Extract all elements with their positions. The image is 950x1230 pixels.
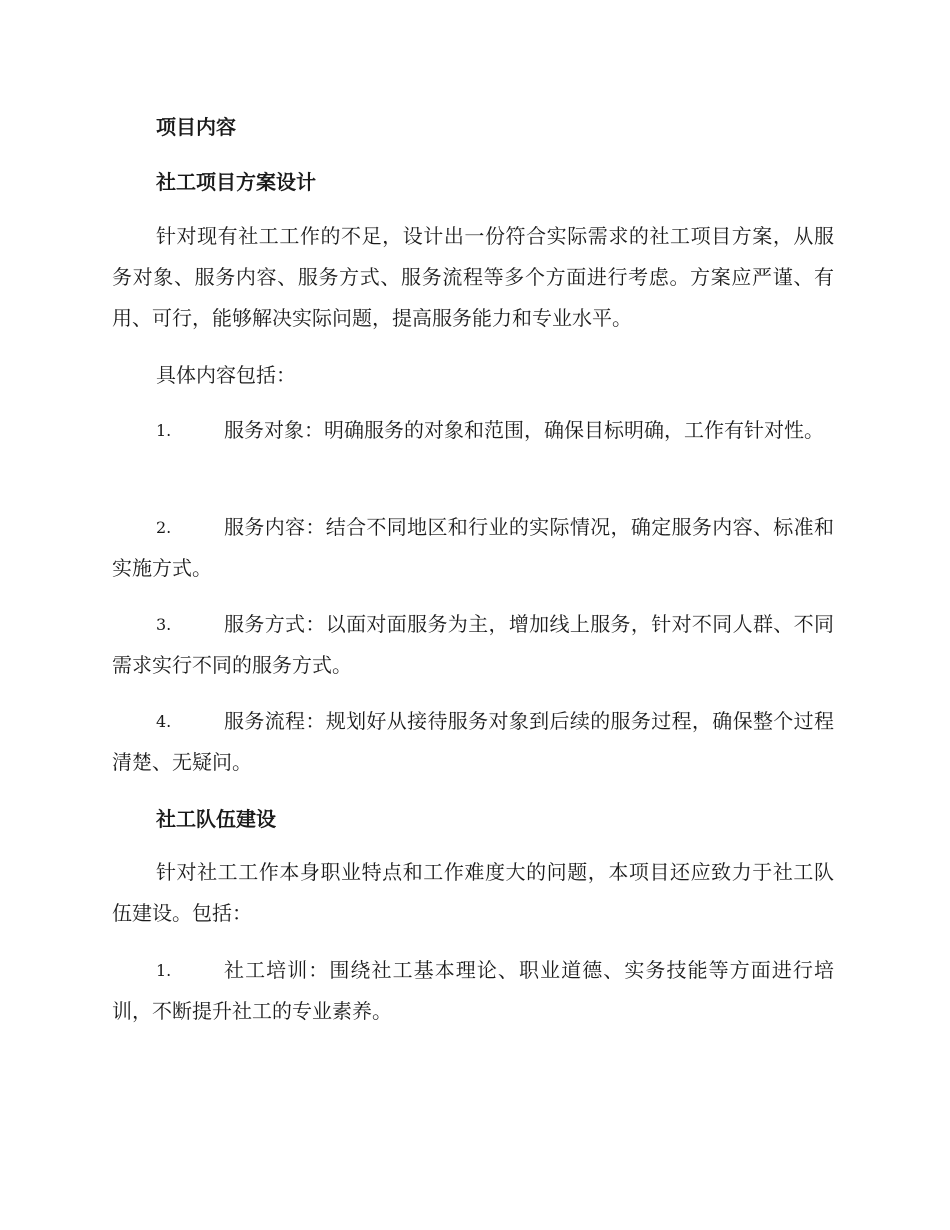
- list-item-text: 服务对象：明确服务的对象和范围，确保目标明确，工作有针对性。: [224, 418, 824, 442]
- list-item-number: 4.: [156, 712, 172, 731]
- list-item-number: 1.: [156, 421, 172, 440]
- list-item: [112, 950, 834, 1032]
- section1-lead-paragraph: 具体内容包括：: [156, 363, 296, 387]
- list-item-text: 服务方式：以面对面服务为主，增加线上服务，针对不同人群、不同需求实行不同的服务方式。: [112, 612, 834, 677]
- section1-intro-paragraph: 针对现有社工工作的不足，设计出一份符合实际需求的社工项目方案，从服务对象、服务内容、服务方式、服务流程等多个方面进行考虑。方案应严谨、有用、可行，能够解决实际问题，提高服务能力和专业水平。: [112, 224, 834, 330]
- list-item-text: 社工培训：围绕社工基本理论、职业道德、实务技能等方面进行培训，不断提升社工的专业素养。: [112, 958, 834, 1023]
- list-item-number: 3.: [156, 615, 172, 634]
- document-title: 项目内容: [156, 115, 236, 139]
- list-item-number: 1.: [156, 961, 172, 980]
- list-item-text: 服务内容：结合不同地区和行业的实际情况，确定服务内容、标准和实施方式。: [112, 515, 834, 580]
- section-heading-team-building: 社工队伍建设: [156, 807, 276, 831]
- list-item-number: 2.: [156, 518, 172, 537]
- list-item: [112, 604, 834, 686]
- section2-intro-paragraph: 针对社工工作本身职业特点和工作难度大的问题，本项目还应致力于社工队伍建设。包括：: [112, 860, 834, 925]
- list-item-text: 服务流程：规划好从接待服务对象到后续的服务过程，确保整个过程清楚、无疑问。: [112, 709, 834, 774]
- list-item: [112, 701, 834, 783]
- section-heading-project-design: 社工项目方案设计: [156, 170, 316, 194]
- list-item: [112, 507, 834, 589]
- list-item: [112, 410, 834, 451]
